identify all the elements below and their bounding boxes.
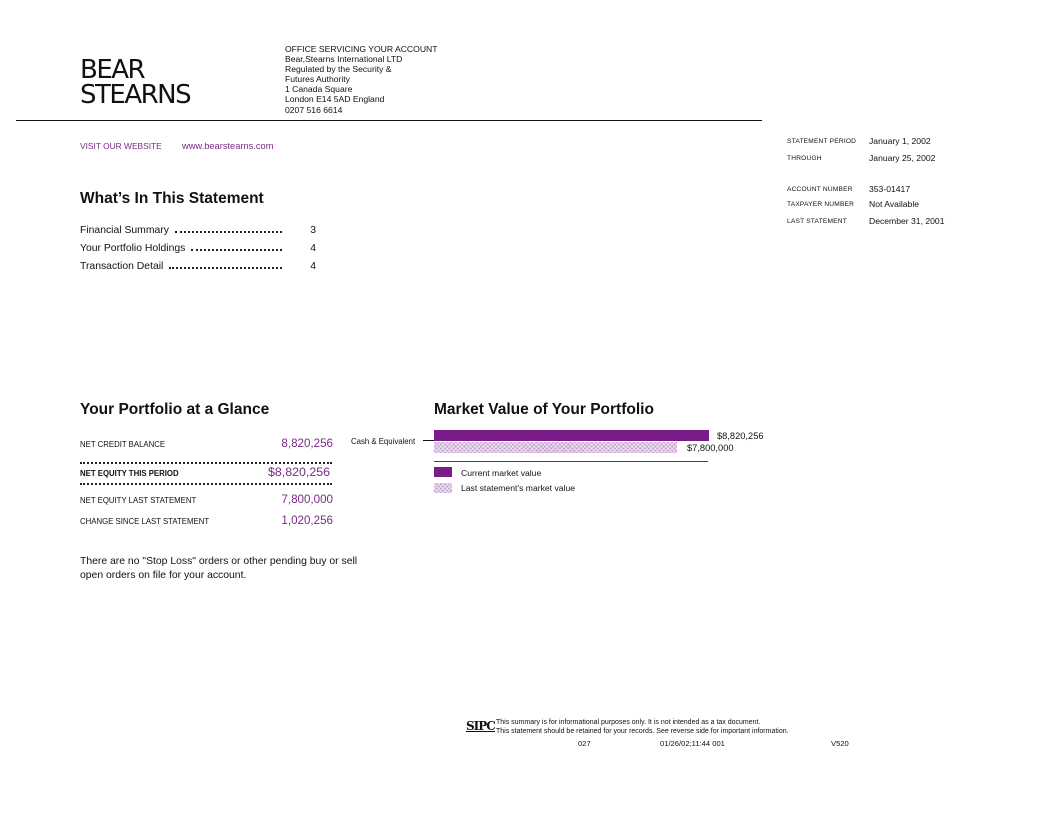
- account-number-value: 353-01417: [869, 184, 911, 194]
- last-statement-value: December 31, 2001: [869, 216, 945, 226]
- office-line: London E14 5AD England: [285, 94, 385, 105]
- toc-item[interactable]: [80, 243, 316, 254]
- toc-item[interactable]: [80, 261, 316, 272]
- toc-item-label: Financial Summary: [80, 225, 169, 236]
- chart-category-label: Cash & Equivalent: [351, 437, 416, 446]
- legend-last-swatch: [434, 483, 452, 493]
- through-value: January 25, 2002: [869, 153, 936, 163]
- pending-orders-note: There are no "Stop Loss" orders or other pending buy or sell open orders on file for your account.: [80, 556, 358, 581]
- glance-title: Your Portfolio at a Glance: [80, 401, 270, 418]
- toc-item-label: Transaction Detail: [80, 261, 164, 272]
- bar-label-current: $8,820,256: [717, 431, 764, 441]
- footer-code-2: 01/26/02;11:44 001: [660, 739, 725, 748]
- sipc-logo: SIPC: [466, 719, 495, 733]
- toc-leader-dots: [169, 267, 282, 269]
- toc-item-page: 3: [310, 225, 316, 236]
- change-since-last-value: 1,020,256: [281, 514, 333, 527]
- office-line: Bear,Stearns International LTD: [285, 54, 403, 65]
- last-statement-label: LAST STATEMENT: [787, 218, 847, 225]
- dotted-divider: [80, 483, 332, 485]
- disclaimer-line-2: This statement should be retained for your records. See reverse side for important information.: [496, 728, 789, 735]
- header-divider: [16, 120, 762, 121]
- office-line: 0207 516 6614: [285, 104, 343, 115]
- legend-current-swatch: [434, 467, 452, 477]
- website-link[interactable]: www.bearstearns.com: [182, 141, 274, 151]
- bar-last-statement-value: [434, 442, 677, 453]
- bar-current-market-value: [434, 430, 709, 441]
- logo-line-1: BEAR: [80, 55, 145, 85]
- visit-website-label: VISIT OUR WEBSITE: [80, 141, 162, 151]
- toc-item-page: 4: [310, 261, 316, 272]
- account-number-label: ACCOUNT NUMBER: [787, 186, 853, 193]
- office-address-block: [285, 44, 437, 115]
- disclaimer-line-1: This summary is for informational purposes only. It is not intended as a tax document.: [496, 719, 761, 726]
- net-equity-this-period-value: $8,820,256: [267, 465, 330, 479]
- taxpayer-number-label: TAXPAYER NUMBER: [787, 201, 855, 208]
- chart-axis-line: [434, 461, 708, 462]
- toc-item-label: Your Portfolio Holdings: [80, 243, 186, 254]
- office-line: Futures Authority: [285, 74, 350, 85]
- disclaimer: [496, 718, 826, 736]
- net-credit-balance-value: 8,820,256: [281, 437, 333, 450]
- toc-item[interactable]: [80, 225, 316, 236]
- footer-code-1: 027: [578, 739, 591, 748]
- logo-line-2: STEARNS: [80, 80, 191, 110]
- net-equity-last-statement-label: NET EQUITY LAST STATEMENT: [80, 496, 197, 505]
- taxpayer-number-value: Not Available: [869, 199, 920, 209]
- contents-title: What’s In This Statement: [80, 190, 264, 207]
- bar-label-last: $7,800,000: [687, 443, 734, 453]
- market-chart-title: Market Value of Your Portfolio: [434, 401, 654, 418]
- toc-leader-dots: [175, 231, 282, 233]
- statement-period-value: January 1, 2002: [869, 136, 931, 146]
- net-credit-balance-label: NET CREDIT BALANCE: [80, 440, 166, 449]
- office-line: OFFICE SERVICING YOUR ACCOUNT: [285, 44, 438, 54]
- legend-last-label: Last statement’s market value: [461, 483, 576, 493]
- office-line: Regulated by the Security &: [285, 64, 392, 75]
- office-line: 1 Canada Square: [285, 84, 353, 95]
- change-since-last-label: CHANGE SINCE LAST STATEMENT: [80, 517, 210, 526]
- toc-leader-dots: [191, 249, 282, 251]
- through-label: THROUGH: [787, 155, 822, 162]
- chart-category-tick: [423, 440, 434, 441]
- dotted-divider: [80, 462, 332, 464]
- bear-stearns-logo: [80, 55, 200, 110]
- statement-period-label: STATEMENT PERIOD: [787, 138, 857, 145]
- footer-code-3: V520: [831, 739, 849, 748]
- net-equity-this-period-label: NET EQUITY THIS PERIOD: [80, 469, 179, 478]
- net-equity-last-statement-value: 7,800,000: [281, 493, 333, 506]
- toc-item-page: 4: [310, 243, 316, 254]
- legend-current-label: Current market value: [461, 468, 542, 478]
